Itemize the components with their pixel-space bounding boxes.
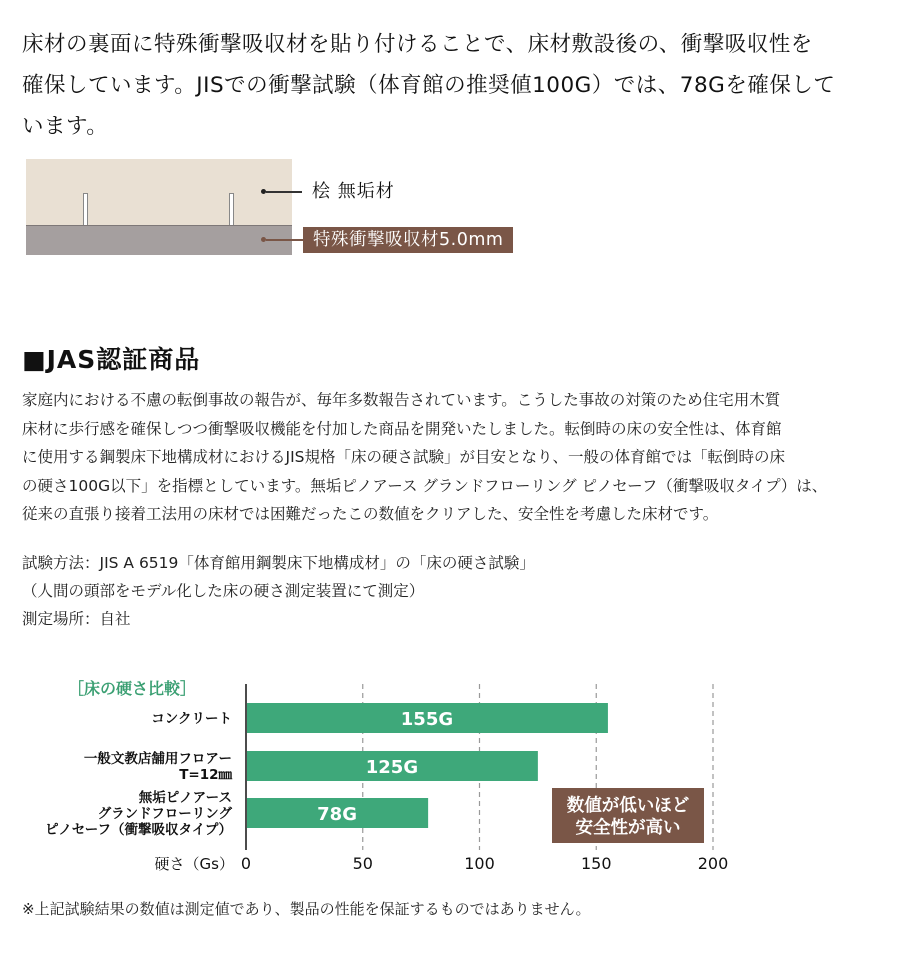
- intro-line-3: います。: [22, 114, 109, 139]
- bar-value-label: 155G: [400, 709, 454, 730]
- jas-body-line: の硬さ100G以下」を指標としています。無垢ピノアース グランドフローリング ピノセーフ（衝撃吸収タイプ）は、: [22, 476, 828, 495]
- category-label: 一般文教店舗用フロアー: [83, 751, 232, 767]
- footnote: ※上記試験結果の数値は測定値であり、製品の性能を保証するものではありません。: [22, 900, 591, 918]
- intro-line-1: 床材の裏面に特殊衝撃吸収材を貼り付けることで、床材敷設後の、衝撃吸収性を: [22, 32, 813, 57]
- shock-absorber-layer: [26, 225, 292, 255]
- jas-body-line: 従来の直張り接着工法用の床材では困難だったこの数値をクリアした、安全性を考慮した床材です。: [22, 505, 719, 523]
- category-label: コンクリート: [151, 711, 232, 727]
- test-place: 測定場所：自社: [22, 610, 131, 628]
- chart-title: ［床の硬さ比較］: [68, 679, 197, 698]
- chart-plot: [0, 668, 900, 878]
- bar-value-label: 78G: [317, 804, 357, 825]
- jas-body-line: 家庭内における不慮の転倒事故の報告が、毎年多数報告されています。こうした事故の対策のため住宅用木質: [22, 391, 781, 409]
- nail-right: [229, 193, 234, 225]
- jas-body-line: に使用する鋼製床下地構成材におけるJIS規格「床の硬さ試験」が目安となり、一般の体育館では「転倒時の床: [22, 448, 785, 466]
- jas-body-text: [22, 386, 890, 529]
- pad-label: 特殊衝撃吸収材5.0mm: [303, 227, 513, 253]
- wood-leader-line: [266, 191, 302, 193]
- wood-label: 桧 無垢材: [312, 181, 395, 202]
- x-tick-label: 0: [240, 854, 252, 873]
- jas-body-line: 床材に歩行感を確保しつつ衝撃吸収機能を付加した商品を開発いたしました。転倒時の床の安全性は、体育館: [22, 419, 782, 438]
- x-tick-label: 200: [697, 854, 729, 873]
- bar-value-label: 125G: [365, 757, 419, 778]
- intro-line-2: 確保しています。JISでの衝撃試験（体育館の推奨値100G）では、78Gを確保して: [22, 73, 836, 98]
- x-tick-label: 150: [580, 854, 612, 873]
- category-label: 無垢ピノアース: [138, 790, 232, 806]
- intro-paragraph: [22, 24, 892, 147]
- pad-leader-line: [266, 239, 303, 241]
- annotation-text: 数値が低いほど: [566, 796, 690, 816]
- category-label: グランドフローリング: [97, 806, 232, 822]
- x-axis-label: 硬さ（Gs）: [154, 855, 234, 873]
- wood-layer: [26, 159, 292, 225]
- category-label: ピノセーフ（衝撃吸収タイプ）: [45, 822, 232, 838]
- test-info: [22, 549, 890, 633]
- test-method: 試験方法：JIS A 6519「体育館用鋼製床下地構成材」の「床の硬さ試験」: [22, 554, 535, 572]
- nail-left: [83, 193, 88, 225]
- x-tick-label: 100: [464, 854, 495, 873]
- floor-cross-section-diagram: [26, 159, 546, 259]
- annotation-text: 安全性が高い: [575, 818, 681, 838]
- x-tick-label: 50: [352, 854, 373, 873]
- jas-section-title: ■JAS認証商品: [22, 345, 201, 374]
- category-label: T=12㎜: [179, 767, 232, 783]
- test-note: （人間の頭部をモデル化した床の硬さ測定装置にて測定）: [22, 582, 425, 600]
- hardness-comparison-chart: [0, 668, 900, 878]
